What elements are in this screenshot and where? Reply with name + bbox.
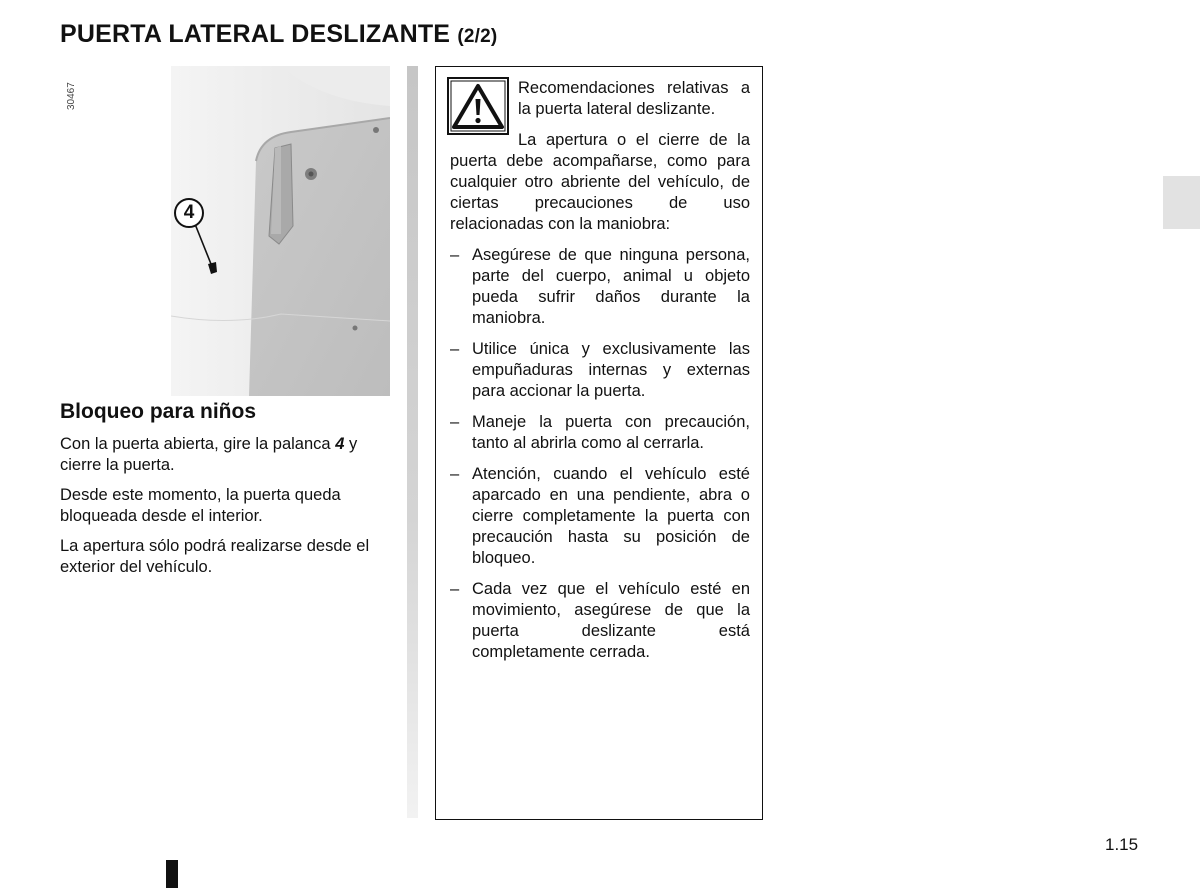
bullet-dash: –: [450, 580, 460, 598]
page-title-text: PUERTA LATERAL DESLIZANTE: [60, 20, 451, 48]
list-item-text: Utilice única y exclusivamente las empuñaduras internas y externas para accionar la puerta.: [472, 340, 750, 400]
page-number: 1.15: [1105, 835, 1139, 854]
bullet-dash: –: [450, 246, 460, 264]
list-item-text: Cada vez que el vehículo esté en movimiento, asegúrese de que la puerta deslizante está completamente cerrada.: [472, 580, 750, 661]
warning-lead: La apertura o el cierre de la puerta debe acompañarse, como para cualquier otro abriente del vehículo, de ciertas precauciones de uso relacionadas con la maniobra:: [450, 131, 750, 233]
list-item: [450, 339, 750, 402]
list-item-text: Maneje la puerta con precaución, tanto al abrirla como al cerrarla.: [472, 413, 750, 452]
section-heading: Bloqueo para niños: [60, 400, 257, 423]
list-item: [450, 579, 750, 663]
print-registration-mark: [166, 860, 178, 888]
figure-code: 30467: [66, 82, 77, 110]
list-item-text: Atención, cuando el vehículo esté aparcado en una pendiente, abra o cierre completamente la puerta con precaución hasta su posición de bloqueo.: [472, 465, 750, 567]
callout-lever-4: 4: [174, 198, 204, 228]
list-item: [450, 464, 750, 569]
opening-note-paragraph: La apertura sólo podrá realizarse desde el exterior del vehículo.: [60, 537, 370, 576]
page-title: [60, 20, 497, 49]
child-lock-section: [60, 400, 393, 587]
instruction-text-start: Con la puerta abierta, gire la palanca: [60, 435, 336, 453]
lock-state-paragraph: Desde este momento, la puerta queda bloqueada desde el interior.: [60, 486, 341, 525]
list-item-text: Asegúrese de que ninguna persona, parte del cuerpo, animal u objeto pueda sufrir daños durante la maniobra.: [472, 246, 750, 327]
column-divider-bar: [407, 66, 418, 818]
chapter-side-tab: [1163, 176, 1200, 229]
door-lever-photo: [171, 66, 390, 396]
lever-reference: 4: [335, 435, 345, 453]
bullet-dash: –: [450, 340, 460, 358]
page-part-indicator: (2/2): [457, 26, 498, 47]
bullet-dash: –: [450, 413, 460, 431]
instruction-paragraph: [60, 434, 393, 476]
list-item: [450, 245, 750, 329]
warning-intro: Recomendaciones relativas a la puerta lateral deslizante.: [518, 79, 750, 118]
list-item: [450, 412, 750, 454]
warning-list: [450, 245, 750, 663]
warning-box: [435, 66, 763, 820]
instruction-text-end: y cierre la puerta.: [60, 435, 358, 474]
bullet-dash: –: [450, 465, 460, 483]
warning-text: [450, 78, 750, 673]
